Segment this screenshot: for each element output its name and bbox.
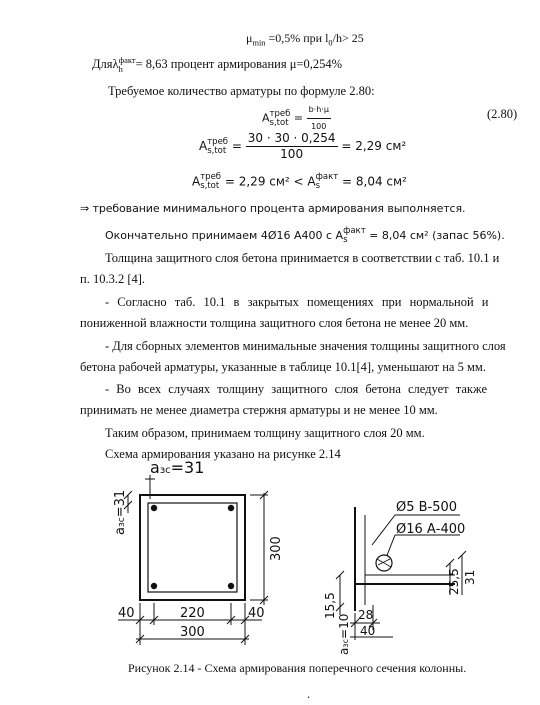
dim-40-right: 40 bbox=[248, 606, 265, 621]
bar-top-left bbox=[151, 505, 157, 511]
dim-40-detail: 40 bbox=[360, 624, 376, 638]
stirrup-outline bbox=[148, 503, 237, 592]
top-cover-label: aзс=31 bbox=[150, 458, 205, 477]
final-selection-line: Окончательно принимаем 4Ø16 А400 с A факт s = 8,04 см² (запас 56%). bbox=[105, 226, 505, 245]
dim-25-5: 25,5 bbox=[447, 568, 461, 595]
formula-number: (2.80) bbox=[487, 107, 518, 121]
para-cover-l2: п. 10.3.2 [4]. bbox=[80, 272, 146, 286]
dim-40-left: 40 bbox=[118, 606, 135, 621]
required-reinforcement-line: Требуемое количество арматуры по формуле 2.80: bbox=[108, 84, 375, 98]
dim-15-5: 15,5 bbox=[323, 592, 337, 619]
dim-cover-10: aзс=10 bbox=[337, 613, 351, 655]
para-cover-l1: Толщина защитного слоя бетона принимается в соответствии с таб. 10.1 и bbox=[105, 251, 500, 265]
formula-calculation: A треб s,tot = $\frac{30 \cdot 30 \cdot 0,254}{100}$ = 2,29 см² bbox=[199, 131, 407, 161]
formula-2-80: A треб s,tot = $\frac{b\cdot h\cdot\mu}{100}$ bbox=[262, 102, 331, 135]
mu-min-line: $\mu_{min} =0,5\%$ при $l_0/h> 25$ bbox=[246, 31, 364, 48]
formula-comparison: A треб s,tot = 2,29 см² < A факт s = 8,04 см² bbox=[192, 172, 407, 191]
figure-caption: Рисунок 2.14 - Схема армирования поперечного сечения колонны. bbox=[128, 661, 467, 675]
para-diameter-l1: - Во всех случаях толщину защитного слоя бетона следует также bbox=[105, 382, 488, 396]
para-precast-l1: - Для сборных элементов минимальные значения толщины защитного слоя bbox=[105, 339, 506, 353]
lambda-line: Дляλ факт h = 8,63 процент армирования μ=0,254% bbox=[92, 55, 343, 75]
para-diameter-l2: принимать не менее диаметра стержня арматуры и не менее 10 мм. bbox=[80, 403, 438, 417]
reinforcement-drawing bbox=[0, 455, 540, 655]
bar-top-right bbox=[228, 505, 234, 511]
dim-300-vertical: 300 bbox=[269, 536, 284, 561]
para-precast-l2: бетона рабочей арматуры, указанные в таблице 10.1[4], уменьшают на 5 мм. bbox=[80, 360, 486, 374]
conclusion-line: ⇒ требование минимального процента армирования выполняется. bbox=[80, 202, 466, 215]
dim-28: 28 bbox=[358, 608, 374, 622]
para-accepted: Таким образом, принимаем толщину защитного слоя 20 мм. bbox=[105, 426, 425, 440]
bar-bottom-right bbox=[228, 583, 234, 589]
dim-31: 31 bbox=[463, 569, 477, 585]
para-table-l2: пониженной влажности толщина защитного слоя бетона не менее 20 мм. bbox=[80, 316, 469, 330]
dim-220: 220 bbox=[180, 606, 205, 621]
bar-bottom-left bbox=[151, 583, 157, 589]
dim-300-total: 300 bbox=[180, 625, 205, 640]
para-scheme-ref: Схема армирования указано на рисунке 2.14 bbox=[105, 447, 341, 461]
para-table-l1: - Согласно таб. 10.1 в закрытых помещениях при нормальной и bbox=[105, 295, 489, 309]
stirrup-label: Ø5 В-500 bbox=[396, 500, 458, 515]
side-cover-label: aзс=31 bbox=[113, 489, 128, 535]
bar-label: Ø16 А-400 bbox=[396, 522, 466, 537]
footer-dot: . bbox=[307, 687, 311, 701]
